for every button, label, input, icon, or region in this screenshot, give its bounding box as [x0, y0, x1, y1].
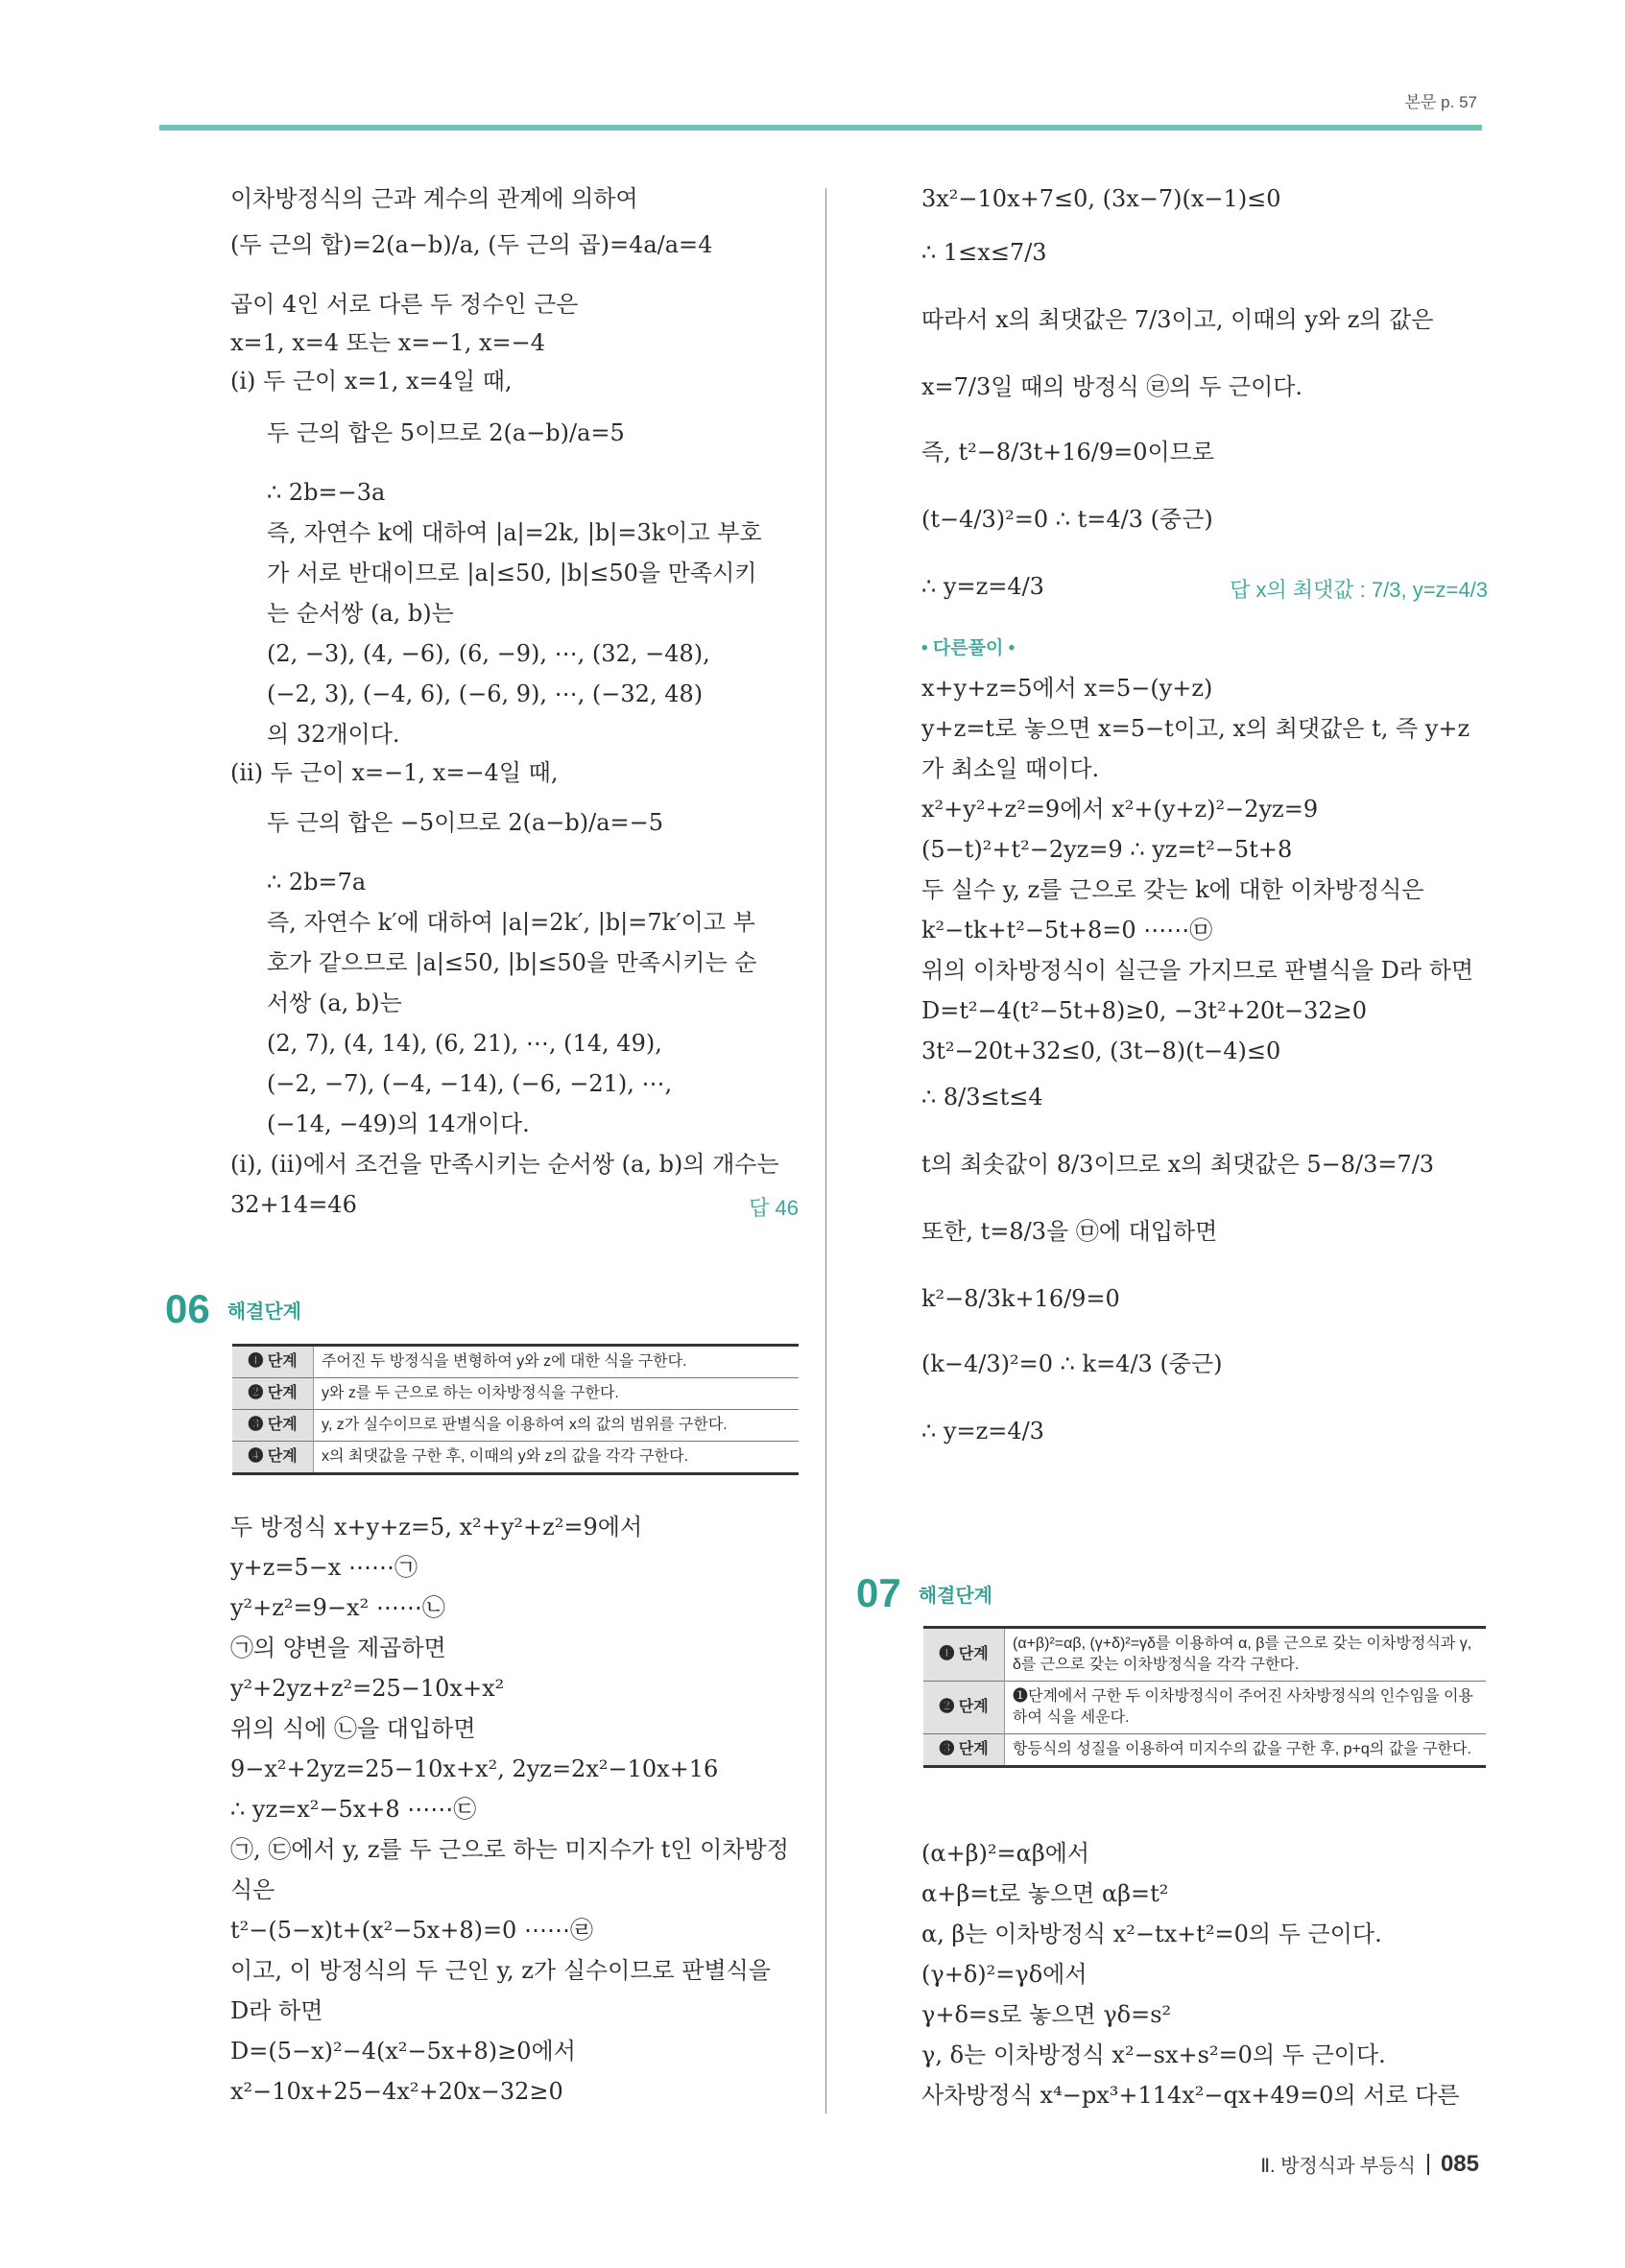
text-line: ∴ 2b=7a: [267, 869, 367, 895]
text-line: ㉠, ㉢에서 y, z를 두 근으로 하는 미지수가 t인 이차방정: [230, 1836, 789, 1863]
text-line: 사차방정식 x⁴−px³+114x²−qx+49=0의 서로 다른: [921, 2082, 1460, 2109]
section-06-heading: [165, 1286, 301, 1332]
text-line: α, β는 이차방정식 x²−tx+t²=0의 두 근이다.: [921, 1921, 1382, 1947]
text-line: x=7/3일 때의 방정식 ㉣의 두 근이다.: [921, 373, 1303, 400]
text-line: (5−t)²+t²−2yz=9 ∴ yz=t²−5t+8: [921, 836, 1293, 863]
solution-steps-table: [923, 1626, 1486, 1768]
text-line: (i), (ii)에서 조건을 만족시키는 순서쌍 (a, b)의 개수는: [230, 1151, 779, 1178]
text-line: (두 근의 합)=2(a−b)/a, (두 근의 곱)=4a/a=4: [230, 231, 713, 258]
text-line: (ii) 두 근이 x=−1, x=−4일 때,: [230, 759, 559, 786]
text-line: ∴ 2b=−3a: [267, 479, 386, 506]
step-label: ❶ 단계: [923, 1628, 1005, 1682]
section-number: 06: [165, 1286, 210, 1331]
text-line: 의 32개이다.: [267, 721, 400, 748]
text-line: ∴ yz=x²−5x+8 ⋯⋯㉢: [230, 1796, 477, 1823]
text-line: D=t²−4(t²−5t+8)≥0, −3t²+20t−32≥0: [921, 997, 1367, 1024]
text-line: y+z=5−x ⋯⋯㉠: [230, 1554, 418, 1581]
step-text: y와 z를 두 근으로 하는 이차방정식을 구한다.: [314, 1378, 800, 1410]
text-line: 이고, 이 방정식의 두 근인 y, z가 실수이므로 판별식을: [230, 1957, 771, 1984]
text-line: y²+z²=9−x² ⋯⋯㉡: [230, 1594, 445, 1621]
text-line: 즉, 자연수 k에 대하여 |a|=2k, |b|=3k이고 부호: [267, 519, 762, 546]
text-line: x²+y²+z²=9에서 x²+(y+z)²−2yz=9: [921, 796, 1319, 823]
text-line: ∴ 8/3≤t≤4: [921, 1084, 1043, 1110]
text-line: 또한, t=8/3을 ㉤에 대입하면: [921, 1218, 1218, 1245]
text-line: 위의 식에 ㉡을 대입하면: [230, 1715, 476, 1742]
text-line: 두 실수 y, z를 근으로 갖는 k에 대한 이차방정식은: [921, 876, 1424, 903]
text-line: 호가 같으므로 |a|≤50, |b|≤50을 만족시키는 순: [267, 949, 757, 976]
text-line: 두 방정식 x+y+z=5, x²+y²+z²=9에서: [230, 1514, 643, 1540]
text-line: 이차방정식의 근과 계수의 관계에 의하여: [230, 185, 638, 212]
section-number: 07: [856, 1570, 901, 1615]
step-label: ❸ 단계: [923, 1734, 1005, 1767]
text-line: 32+14=46: [230, 1191, 357, 1218]
text-line: 는 순서쌍 (a, b)는: [267, 600, 454, 627]
text-line: 곱이 4인 서로 다른 두 정수인 근은: [230, 291, 579, 318]
text-line: 가 최소일 때이다.: [921, 755, 1100, 782]
step-text: 주어진 두 방정식을 변형하여 y와 z에 대한 식을 구한다.: [314, 1346, 800, 1378]
step-text: 항등식의 성질을 이용하여 미지수의 값을 구한 후, p+q의 값을 구한다.: [1005, 1734, 1487, 1767]
text-line: D라 하면: [230, 1997, 323, 2024]
page-number: 085: [1440, 2150, 1479, 2177]
step-label: ❹ 단계: [232, 1442, 314, 1474]
text-line: 즉, t²−8/3t+16/9=0이므로: [921, 439, 1215, 466]
text-line: (2, −3), (4, −6), (6, −9), ⋯, (32, −48),: [267, 640, 710, 667]
text-line: k²−tk+t²−5t+8=0 ⋯⋯㉤: [921, 917, 1213, 943]
text-line: ㉠의 양변을 제곱하면: [230, 1635, 446, 1661]
text-line: 서쌍 (a, b)는: [267, 990, 402, 1016]
section-07-heading: [856, 1570, 992, 1616]
text-line: (−14, −49)의 14개이다.: [267, 1110, 530, 1137]
text-line: 두 근의 합은 −5이므로 2(a−b)/a=−5: [267, 809, 664, 836]
text-line: x=1, x=4 또는 x=−1, x=−4: [230, 329, 546, 356]
section-title: 해결단계: [918, 1585, 992, 1607]
text-line: t의 최솟값이 8/3이므로 x의 최댓값은 5−8/3=7/3: [921, 1151, 1435, 1178]
footer-separator: [1427, 2154, 1429, 2175]
text-line: ∴ y=z=4/3: [921, 573, 1044, 600]
text-line: 식은: [230, 1876, 275, 1903]
text-line: (α+β)²=αβ에서: [921, 1840, 1090, 1867]
step-text: (α+β)²=αβ, (γ+δ)²=γδ를 이용하여 α, β를 근으로 갖는 이차방정식과 γ, δ를 근으로 갖는 이차방정식을 각각 구한다.: [1005, 1628, 1487, 1682]
step-row: [232, 1346, 799, 1378]
text-line: x+y+z=5에서 x=5−(y+z): [921, 675, 1213, 702]
step-row: [232, 1442, 799, 1474]
text-line: D=(5−x)²−4(x²−5x+8)≥0에서: [230, 2038, 576, 2065]
header-rule: [159, 125, 1482, 131]
text-line: (k−4/3)²=0 ∴ k=4/3 (중근): [921, 1350, 1223, 1377]
column-divider: [825, 188, 826, 2113]
text-line: k²−8/3k+16/9=0: [921, 1285, 1120, 1312]
text-line: 9−x²+2yz=25−10x+x², 2yz=2x²−10x+16: [230, 1755, 719, 1782]
page-footer: [1260, 2150, 1479, 2178]
answer-label: 답 x의 최댓값 : 7/3, y=z=4/3: [1230, 578, 1488, 602]
text-line: (t−4/3)²=0 ∴ t=4/3 (중근): [921, 506, 1213, 533]
text-line: x²−10x+25−4x²+20x−32≥0: [230, 2078, 563, 2105]
step-text: y, z가 실수이므로 판별식을 이용하여 x의 값의 범위를 구한다.: [314, 1410, 800, 1442]
alternative-solution-label: • 다른풀이 •: [921, 638, 1016, 658]
step-label: ❷ 단계: [232, 1378, 314, 1410]
text-line: (2, 7), (4, 14), (6, 21), ⋯, (14, 49),: [267, 1030, 662, 1057]
step-label: ❷ 단계: [923, 1682, 1005, 1734]
step-label: ❶ 단계: [232, 1346, 314, 1378]
text-line: 위의 이차방정식이 실근을 가지므로 판별식을 D라 하면: [921, 957, 1474, 984]
step-row: [923, 1628, 1486, 1682]
text-line: γ+δ=s로 놓으면 γδ=s²: [921, 2001, 1172, 2028]
section-title: 해결단계: [227, 1301, 301, 1323]
text-line: 따라서 x의 최댓값은 7/3이고, 이때의 y와 z의 값은: [921, 306, 1434, 333]
step-row: [923, 1682, 1486, 1734]
text-line: 3t²−20t+32≤0, (3t−8)(t−4)≤0: [921, 1038, 1281, 1064]
text-line: γ, δ는 이차방정식 x²−sx+s²=0의 두 근이다.: [921, 2041, 1386, 2068]
step-row: [232, 1410, 799, 1442]
step-row: [232, 1378, 799, 1410]
step-row: [923, 1734, 1486, 1767]
text-line: (−2, −7), (−4, −14), (−6, −21), ⋯,: [267, 1070, 673, 1097]
answer-label: 답 46: [749, 1196, 799, 1220]
text-line: 두 근의 합은 5이므로 2(a−b)/a=5: [267, 419, 625, 446]
text-line: 가 서로 반대이므로 |a|≤50, |b|≤50을 만족시키: [267, 560, 757, 586]
text-line: α+β=t로 놓으면 αβ=t²: [921, 1880, 1169, 1907]
page-reference: 본문 p. 57: [1404, 93, 1477, 111]
step-label: ❸ 단계: [232, 1410, 314, 1442]
text-line: ∴ 1≤x≤7/3: [921, 239, 1047, 266]
step-text: ❶단계에서 구한 두 이차방정식이 주어진 사차방정식의 인수임을 이용하여 식을 세운다.: [1005, 1682, 1487, 1734]
text-line: (−2, 3), (−4, 6), (−6, 9), ⋯, (−32, 48): [267, 680, 704, 707]
solution-steps-table: [232, 1344, 799, 1475]
text-line: y²+2yz+z²=25−10x+x²: [230, 1675, 505, 1702]
text-line: (γ+δ)²=γδ에서: [921, 1961, 1087, 1988]
text-line: 3x²−10x+7≤0, (3x−7)(x−1)≤0: [921, 185, 1281, 212]
text-line: ∴ y=z=4/3: [921, 1418, 1044, 1444]
text-line: y+z=t로 놓으면 x=5−t이고, x의 최댓값은 t, 즉 y+z: [921, 715, 1470, 742]
text-line: t²−(5−x)t+(x²−5x+8)=0 ⋯⋯㉣: [230, 1917, 593, 1944]
text-line: (i) 두 근이 x=1, x=4일 때,: [230, 368, 513, 394]
chapter-title: Ⅱ. 방정식과 부등식: [1260, 2156, 1416, 2177]
text-line: 즉, 자연수 k′에 대하여 |a|=2k′, |b|=7k′이고 부: [267, 909, 755, 936]
step-text: x의 최댓값을 구한 후, 이때의 y와 z의 값을 각각 구한다.: [314, 1442, 800, 1474]
